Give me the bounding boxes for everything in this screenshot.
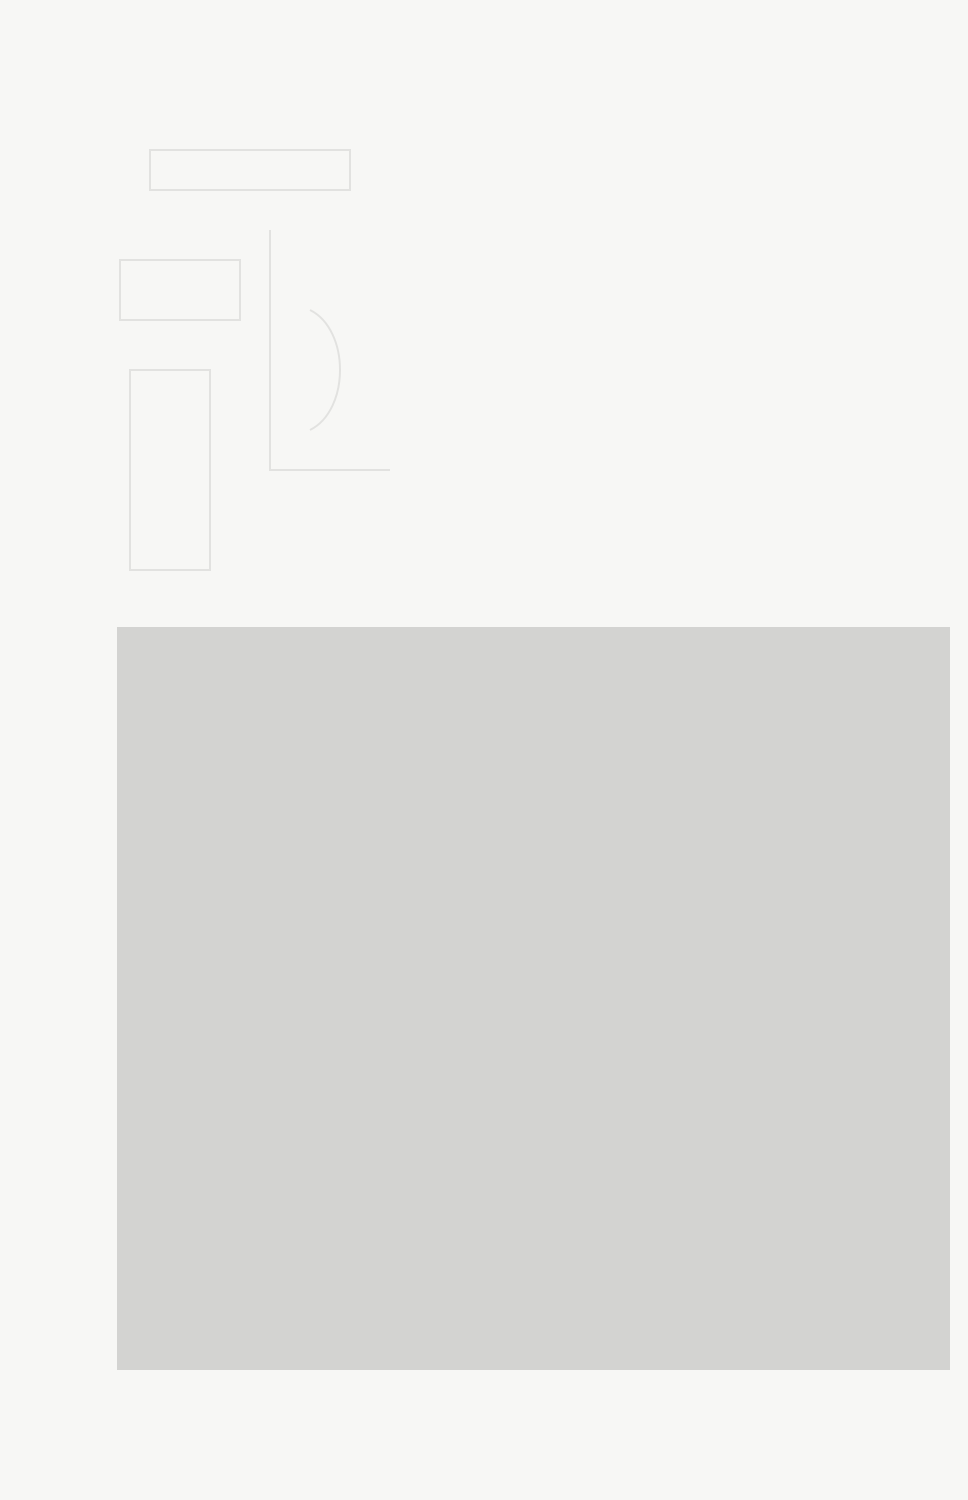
bleed-through-diagram: [90, 110, 450, 630]
summary-box: [117, 627, 950, 1370]
